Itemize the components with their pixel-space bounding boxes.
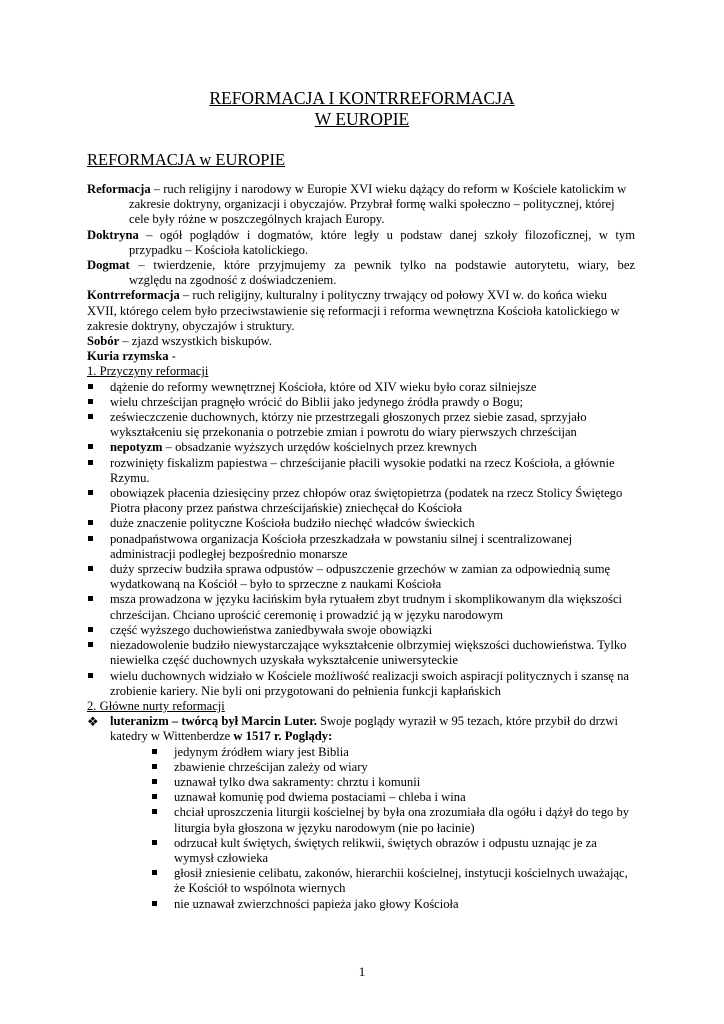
cause-bold-term: nepotyzm — [110, 440, 163, 455]
definition-dogmat — [87, 258, 635, 273]
definition-term: Doktryna — [87, 227, 139, 242]
view-item — [151, 760, 635, 775]
view-text: chciał uproszczenia liturgii kościelnej by była ona zrozumiała dla ogółu i dążył do tego by liturgia była głoszona w języku narodowym (nie po łacinie) — [174, 805, 630, 835]
square-bullet-icon — [88, 673, 93, 678]
definition-text: – ruch religijny i narodowy w Europie XVI wieku dążący do reform w Kościele katolickim w zakresie doktryny, organizacji i obyczajów. Przybrał formę walki społeczno – politycznej, której cele były różne w poszczególnych krajach Europy. — [129, 182, 627, 227]
cause-text: duże znaczenie polityczne Kościoła budziło niechęć władców świeckich — [110, 516, 475, 531]
cause-text: – obsadzanie wyższych urzędów kościelnych przez krewnych — [162, 440, 477, 455]
cause-item — [87, 440, 635, 455]
view-item — [151, 775, 635, 790]
definition-text: – ogół poglądów i dogmatów, które legły u podstaw danej szkoły filozoficznej, w — [138, 227, 608, 242]
document-title-line-1: REFORMACJA I KONTRREFORMACJA — [209, 88, 515, 108]
definition-doktryna-cont: przypadku – Kościoła katolickiego. — [129, 242, 309, 257]
cause-text: wielu chrześcijan pragnęło wrócić do Biblii jako jedynego źródła prawdy o Bogu; — [110, 394, 524, 409]
square-bullet-icon — [88, 536, 93, 541]
lutheranism-item — [87, 714, 635, 744]
cause-text: duży sprzeciw budziła sprawa odpustów – odpuszczenie grzechów w zamian za odpowiednią sumę wydatkowaną na Kościół – było to sprzeczne z naukami Kościoła — [110, 562, 611, 592]
square-bullet-icon — [152, 764, 157, 769]
causes-heading: 1. Przyczyny reformacji — [87, 364, 209, 379]
square-bullet-icon — [88, 520, 93, 525]
cause-item — [87, 562, 635, 592]
definition-text: - — [168, 349, 176, 364]
definition-term: Kontrreformacja — [87, 288, 180, 303]
cause-text: dążenie do reformy wewnętrznej Kościoła, które od XIV wieku było coraz silniejsze — [110, 379, 537, 394]
diamond-bullet-icon: ❖ — [87, 714, 99, 730]
definition-kuria — [87, 349, 635, 364]
cause-item — [87, 486, 635, 516]
view-text: uznawał tylko dwa sakramenty: chrztu i komunii — [174, 774, 421, 789]
currents-heading: 2. Główne nurty reformacji — [87, 698, 225, 713]
definition-dogmat-cont: względu na zgodność z doświadczeniem. — [129, 273, 337, 288]
definition-reformacja — [87, 182, 635, 228]
square-bullet-icon — [152, 794, 157, 799]
square-bullet-icon — [88, 596, 93, 601]
square-bullet-icon — [152, 840, 157, 845]
view-text: jedynym źródłem wiary jest Biblia — [174, 744, 349, 759]
lutheranism-views-list — [87, 745, 635, 912]
square-bullet-icon — [88, 566, 93, 571]
square-bullet-icon — [88, 642, 93, 647]
cause-item — [87, 410, 635, 440]
definition-term: Sobór — [87, 334, 120, 349]
view-item — [151, 805, 635, 835]
square-bullet-icon — [88, 414, 93, 419]
cause-text: ponadpaństwowa organizacja Kościoła przeszkadzała w powstaniu silnej i scentralizowanej administracji podległej bezpośrednio monarsze — [110, 531, 573, 561]
cause-text: część wyższego duchowieństwa zaniedbywała swoje obowiązki — [110, 622, 433, 637]
definition-sobor — [87, 334, 635, 349]
document-body — [87, 182, 635, 912]
cause-item — [87, 638, 635, 668]
definition-text-tail: bez — [617, 258, 635, 273]
causes-list — [87, 380, 635, 699]
section-heading: REFORMACJA w EUROPIE — [87, 150, 286, 169]
view-item — [151, 897, 635, 912]
square-bullet-icon — [88, 490, 93, 495]
definition-text-tail: tym — [615, 227, 635, 242]
view-text: odrzucał kult świętych, świętych relikwii, świętych obrazów i odpustu uznając je za wymysł człowieka — [174, 835, 597, 865]
view-item — [151, 745, 635, 760]
square-bullet-icon — [152, 749, 157, 754]
definition-text: – zjazd wszystkich biskupów. — [119, 334, 272, 349]
lutheranism-text: Swoje poglądy wyraził w 95 tezach, które przybił do drzwi katedry w Wittenberdze — [110, 714, 618, 744]
cause-text: wielu duchownych widziało w Kościele możliwość realizacji swoich aspiracji politycznych i szansę na zrobienie kariery. Nie byli oni przygotowani do pełnienia funkcji kapłańskich — [110, 668, 629, 698]
definition-kontrreformacja — [87, 288, 635, 334]
view-text: uznawał komunię pod dwiema postaciami – chleba i wina — [174, 790, 466, 805]
definition-text: – twierdzenie, które przyjmujemy za pewnik tylko na podstawie autorytetu, wiary, — [129, 258, 609, 273]
square-bullet-icon — [152, 779, 157, 784]
view-text: zbawienie chrześcijan zależy od wiary — [174, 759, 368, 774]
square-bullet-icon — [152, 901, 157, 906]
cause-item — [87, 516, 635, 531]
document-title-line-2: W EUROPIE — [314, 109, 410, 129]
cause-text: rozwinięty fiskalizm papiestwa – chrześcijanie płacili wysokie podatki na rzecz Kościoła, a głównie Rzymu. — [110, 455, 615, 485]
definition-doktryna — [87, 228, 635, 243]
square-bullet-icon — [88, 444, 93, 449]
cause-text: niezadowolenie budziło niewystarczające wykształcenie olbrzymiej większości duchowieństwa. Tylko niewielka część duchownych uzyskała wykształcenie uniwersyteckie — [110, 638, 627, 668]
cause-item — [87, 623, 635, 638]
view-item — [151, 836, 635, 866]
view-text: nie uznawał zwierzchności papieża jako głowy Kościoła — [174, 896, 459, 911]
cause-text: ześwieczczenie duchownych, którzy nie przestrzegali głoszonych przez siebie zasad, sprzyjało wykształceniu się przekonania o potrzebie zmian i powrotu do wiary pierwszych chrześcijan — [110, 410, 587, 440]
square-bullet-icon — [88, 627, 93, 632]
definition-term: Reformacja — [87, 182, 151, 196]
lutheranism-views-label: w 1517 r. Poglądy: — [233, 729, 333, 744]
definition-text: – ruch religijny, kulturalny i polityczny trwający od połowy XVI w. do końca wieku XVII, którego celem było przeciwstawienie się reformacji i reforma wewnętrzna Kościoła katolickiego w zakresie doktryny, obyczajów i struktury. — [87, 288, 620, 333]
page-number: 1 — [358, 964, 366, 979]
square-bullet-icon — [152, 870, 157, 875]
view-text: głosił zniesienie celibatu, zakonów, hierarchii kościelnej, instytucji kościelnych uważając, że Kościół to wspólnota wiernych — [174, 866, 628, 896]
square-bullet-icon — [88, 399, 93, 404]
cause-item — [87, 456, 635, 486]
definition-term: Kuria rzymska — [87, 349, 169, 364]
cause-item — [87, 592, 635, 622]
cause-item — [87, 532, 635, 562]
cause-item — [87, 380, 635, 395]
square-bullet-icon — [88, 384, 93, 389]
cause-item — [87, 395, 635, 410]
square-bullet-icon — [152, 809, 157, 814]
cause-item — [87, 669, 635, 699]
cause-text: msza prowadzona w języku łacińskim była rytuałem zbyt trudnym i skomplikowanym dla większości chrześcijan. Chciano uprościć ceremonię i prowadzić ją w języku narodowym — [110, 592, 623, 622]
view-item — [151, 790, 635, 805]
view-item — [151, 866, 635, 896]
definition-term: Dogmat — [87, 258, 130, 273]
lutheranism-lead: luteranizm – twórcą był Marcin Luter. — [110, 714, 317, 729]
cause-text: obowiązek płacenia dziesięciny przez chłopów oraz świętopietrza (podatek na rzecz Stolicy Świętego Piotra płacony przez państwa chrześcijańskie) zniechęcał do Kościoła — [110, 486, 623, 516]
square-bullet-icon — [88, 460, 93, 465]
